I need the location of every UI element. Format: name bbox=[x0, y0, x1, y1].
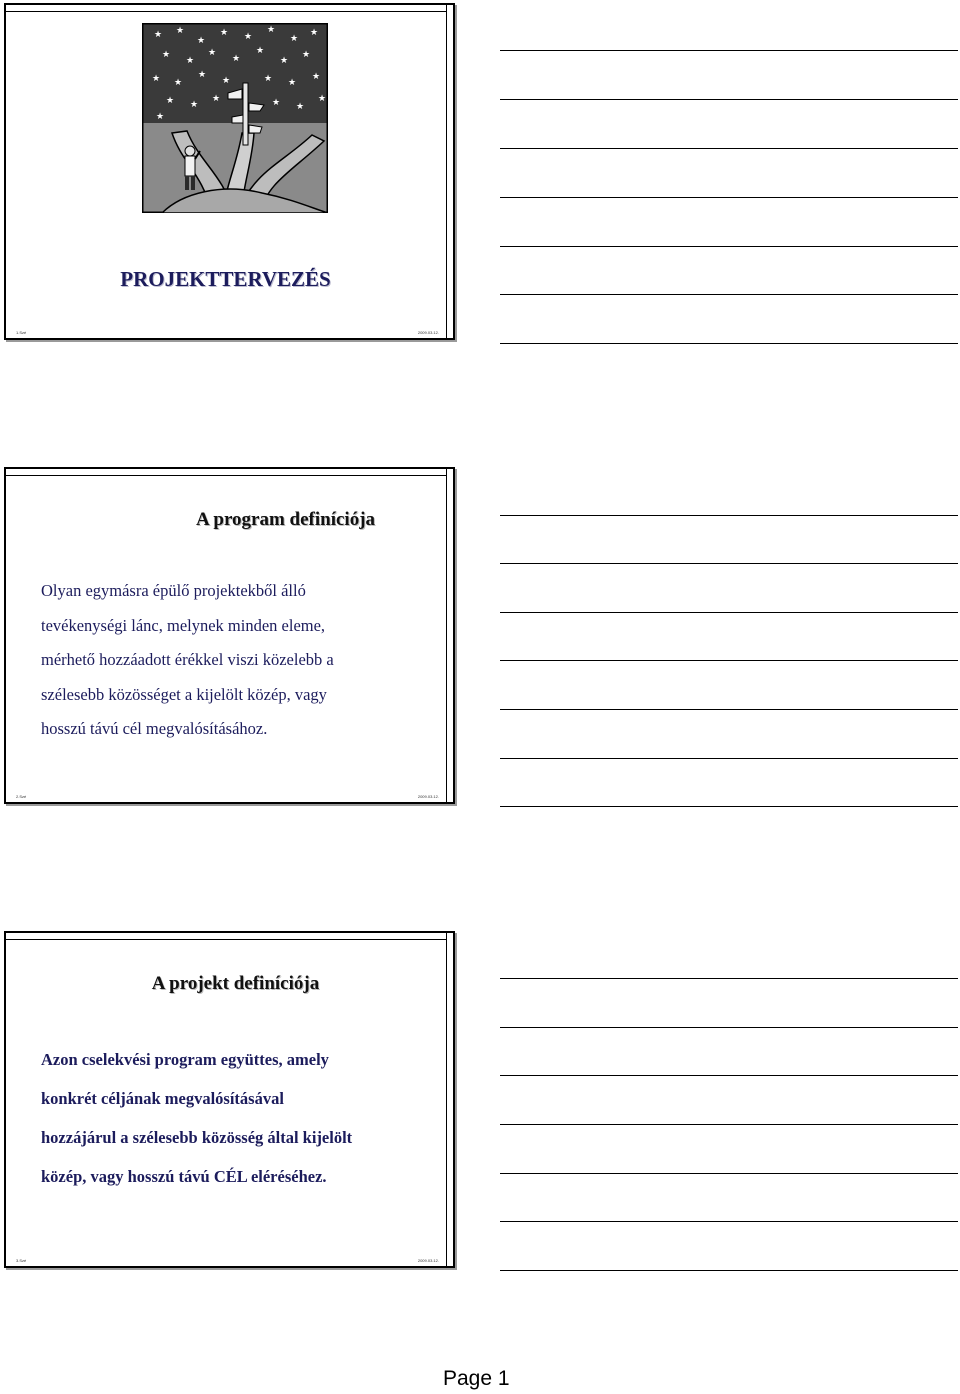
body-line: hosszú távú cél megvalósításához. bbox=[41, 719, 268, 738]
svg-text:★: ★ bbox=[302, 50, 311, 60]
body-line: hozzájárul a szélesebb közösség által kijelölt bbox=[41, 1128, 353, 1147]
svg-text:★: ★ bbox=[312, 72, 321, 82]
note-line bbox=[500, 1221, 958, 1222]
note-line bbox=[500, 99, 958, 100]
svg-text:★: ★ bbox=[222, 76, 231, 86]
slide-body bbox=[41, 1040, 433, 1196]
body-line: mérhető hozzáadott érékkel viszi közelebb a bbox=[41, 650, 334, 669]
svg-text:★: ★ bbox=[296, 102, 305, 112]
slide-body bbox=[41, 574, 433, 747]
svg-text:★: ★ bbox=[176, 26, 185, 36]
note-line bbox=[500, 1075, 958, 1076]
note-line bbox=[500, 563, 958, 564]
svg-text:★: ★ bbox=[256, 46, 265, 56]
page-number: Page 1 bbox=[443, 1367, 510, 1390]
note-line bbox=[500, 758, 958, 759]
svg-text:★: ★ bbox=[318, 94, 327, 104]
note-line bbox=[500, 197, 958, 198]
svg-text:★: ★ bbox=[212, 94, 221, 104]
note-line bbox=[500, 515, 958, 516]
svg-text:★: ★ bbox=[156, 112, 165, 122]
svg-text:★: ★ bbox=[198, 70, 207, 80]
svg-text:★: ★ bbox=[244, 32, 253, 42]
slide-1 bbox=[4, 3, 455, 340]
note-line bbox=[500, 294, 958, 295]
svg-text:★: ★ bbox=[290, 34, 299, 44]
note-line bbox=[500, 709, 958, 710]
slide-edge bbox=[446, 933, 453, 1266]
note-line bbox=[500, 246, 958, 247]
night-crossroads-signpost-illustration bbox=[142, 23, 328, 213]
slide-top-band bbox=[6, 469, 453, 476]
slide-footer-author: 2.Szé bbox=[16, 794, 27, 799]
svg-text:★: ★ bbox=[186, 56, 195, 66]
presentation-title: PROJEKTTERVEZÉS bbox=[120, 267, 331, 291]
slide-title: A projekt definíciója bbox=[151, 973, 320, 994]
slide-footer-date: 2009.03.12. bbox=[417, 330, 439, 335]
note-line bbox=[500, 1027, 958, 1028]
svg-text:★: ★ bbox=[197, 36, 206, 46]
svg-text:★: ★ bbox=[310, 28, 319, 38]
slide-edge bbox=[446, 5, 453, 338]
slide-3 bbox=[4, 931, 455, 1268]
slide-footer-author: 3.Szé bbox=[16, 1258, 27, 1263]
slide-top-band bbox=[6, 5, 453, 12]
svg-text:★: ★ bbox=[152, 74, 161, 84]
note-line bbox=[500, 50, 958, 51]
svg-text:★: ★ bbox=[232, 54, 241, 64]
note-line bbox=[500, 660, 958, 661]
svg-text:★: ★ bbox=[208, 48, 217, 58]
svg-text:★: ★ bbox=[190, 100, 199, 110]
slide-2 bbox=[4, 467, 455, 804]
note-line bbox=[500, 806, 958, 807]
slide-footer-date: 2009.03.12. bbox=[417, 1258, 439, 1263]
note-line bbox=[500, 1270, 958, 1271]
notes-area bbox=[500, 0, 958, 1394]
note-line bbox=[500, 612, 958, 613]
slide-footer-date: 2009.03.12. bbox=[417, 794, 439, 799]
note-line bbox=[500, 978, 958, 979]
body-line: közép, vagy hosszú távú CÉL eléréséhez. bbox=[41, 1167, 327, 1186]
svg-text:★: ★ bbox=[280, 56, 289, 66]
svg-text:★: ★ bbox=[166, 96, 175, 106]
note-line bbox=[500, 1173, 958, 1174]
svg-text:★: ★ bbox=[288, 78, 297, 88]
svg-text:★: ★ bbox=[174, 78, 183, 88]
body-line: szélesebb közösséget a kijelölt közép, vagy bbox=[41, 684, 327, 704]
note-line bbox=[500, 148, 958, 149]
svg-text:★: ★ bbox=[220, 28, 229, 38]
slide-title: A program definíciója bbox=[195, 509, 376, 530]
svg-text:★: ★ bbox=[162, 50, 171, 60]
slide-edge bbox=[446, 469, 453, 802]
body-line: Azon cselekvési program együttes, amely bbox=[41, 1050, 329, 1069]
body-line: Olyan egymásra épülő projektekből álló bbox=[41, 581, 306, 600]
slide-top-band bbox=[6, 933, 453, 940]
slide-footer-author: 1.Szé bbox=[16, 330, 27, 335]
svg-text:★: ★ bbox=[154, 30, 163, 40]
svg-text:★: ★ bbox=[267, 25, 276, 35]
svg-text:★: ★ bbox=[264, 74, 273, 84]
svg-text:★: ★ bbox=[272, 98, 281, 108]
body-line: tevékenységi lánc, melynek minden eleme, bbox=[41, 615, 326, 635]
body-line: konkrét céljának megvalósításával bbox=[41, 1089, 284, 1108]
note-line bbox=[500, 1124, 958, 1125]
note-line bbox=[500, 343, 958, 344]
